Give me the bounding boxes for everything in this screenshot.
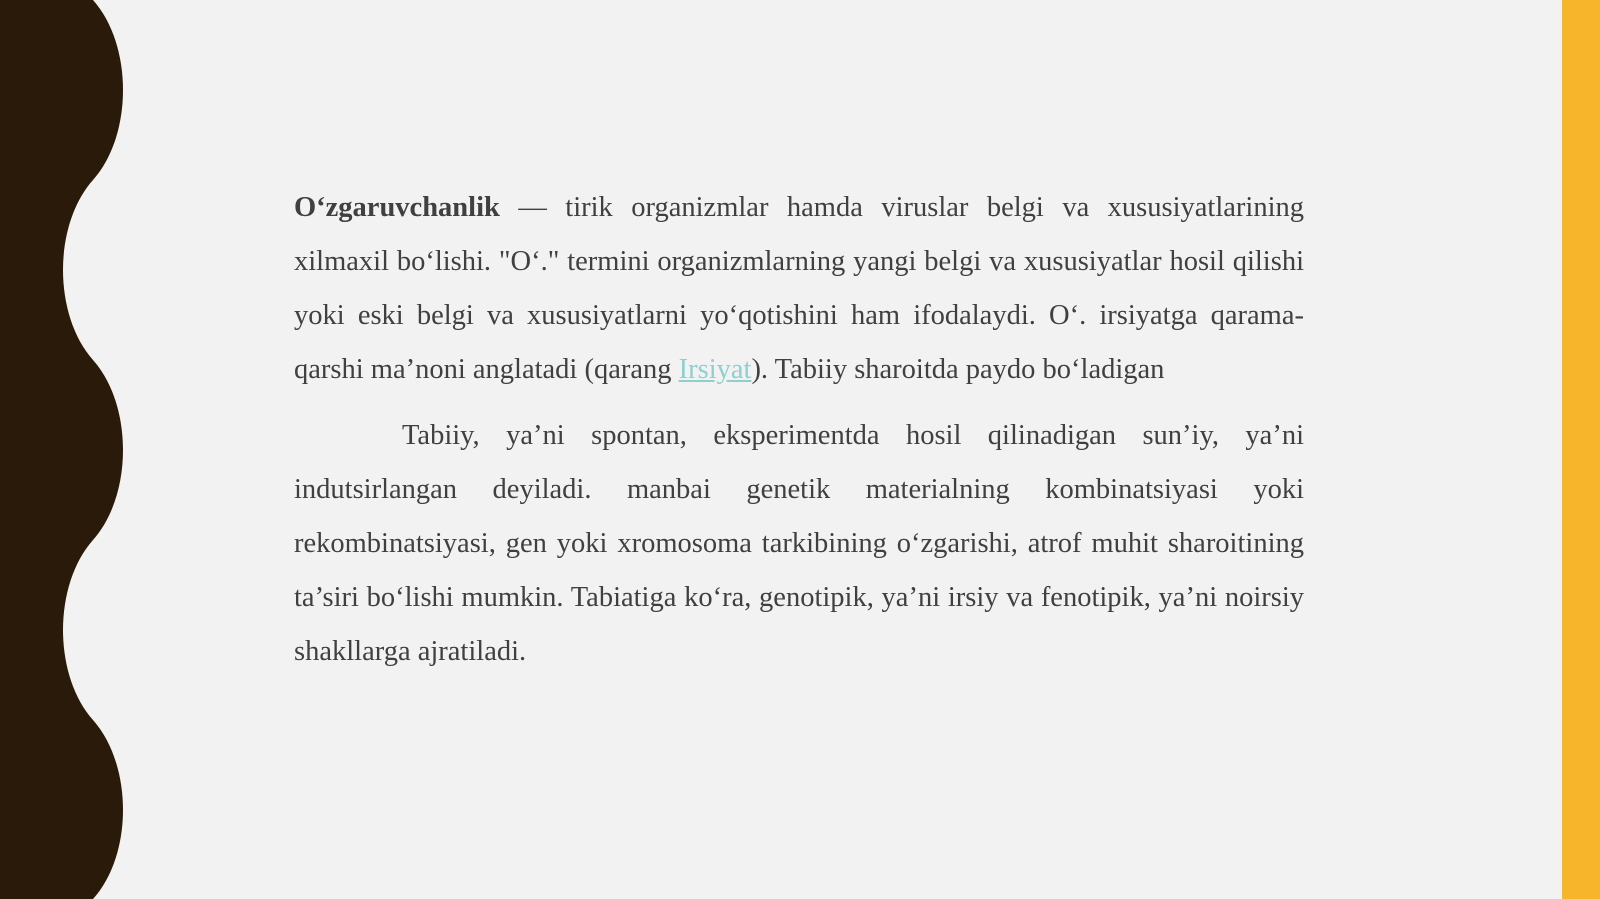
paragraph-types: Tabiiy, ya’ni spontan, eksperimentda hosil qilinadigan sun’iy, ya’ni indutsirlangan deyiladi. manbai genetik materialning kombinatsiyasi yoki rekombinatsiyasi, gen yoki xromosoma tarkibining o‘zgarishi, atrof muhit sharoitining ta’siri bo‘lishi mumkin. Tabiatiga ko‘ra, genotipik, ya’ni irsiy va fenotipik, ya’ni noirsiy shakllarga ajratiladi. [294,420,1304,667]
definition-text: — tirik organizmlar hamda viruslar belgi va xususiyatlarining xilmaxil bo‘lishi. "O‘." termini organizmlarning yangi belgi va xususiyatlar hosil qilishi yoki eski belgi va xususiyatlarni yo‘qotishini ham ifodalaydi. O‘. irsiyatga qarama-qarshi ma’noni anglatadi (qarang [294,192,1304,385]
term-heading: O‘zgaruvchanlik [294,192,500,223]
text-content [294,181,1304,679]
definition-text-end: ). Tabiiy sharoitda paydo bo‘ladigan [751,354,1165,385]
irsiyat-link[interactable]: Irsiyat [678,354,752,385]
paragraph-definition [294,181,1304,397]
right-accent-bar [1562,0,1600,899]
left-wave-band [0,0,130,899]
